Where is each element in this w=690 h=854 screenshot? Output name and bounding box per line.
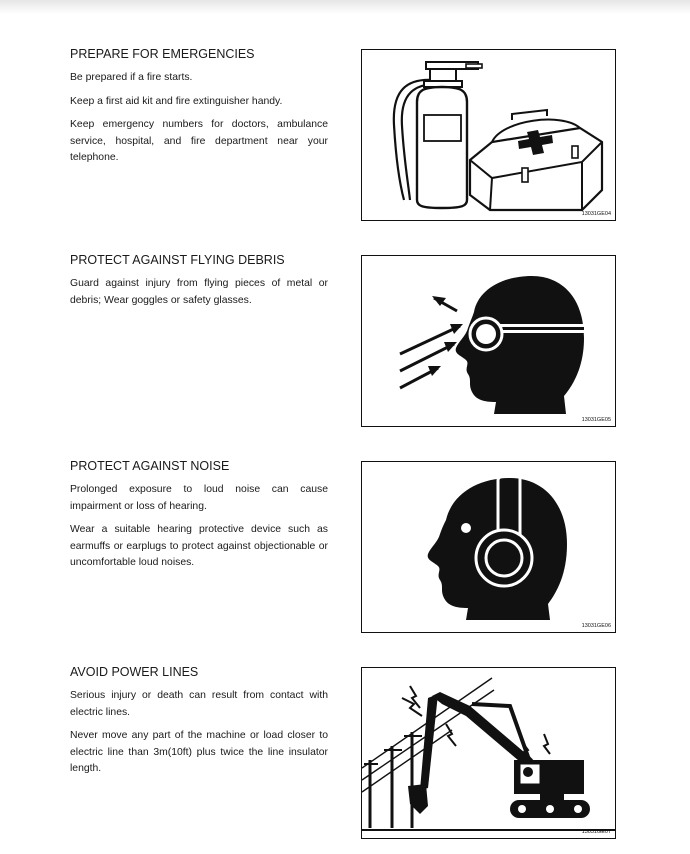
figure-emergencies: [361, 49, 616, 221]
section-title: PREPARE FOR EMERGENCIES: [70, 47, 255, 61]
section-title: AVOID POWER LINES: [70, 665, 199, 679]
section-paragraph: Guard against injury from flying pieces of metal or debris; Wear goggles or safety glasses.: [70, 278, 328, 306]
section-title: PROTECT AGAINST NOISE: [70, 459, 230, 473]
fire-extinguisher-and-first-aid-kit-icon: [362, 50, 615, 220]
head-with-earmuffs-icon: [362, 462, 615, 632]
section-avoid-power-lines: [70, 665, 328, 785]
section-paragraph: Serious injury or death can result from contact with electric lines.: [70, 690, 328, 718]
figure-code: 13031GE05: [581, 417, 611, 423]
page-top-shadow: [0, 0, 690, 14]
figure-noise: [361, 461, 616, 633]
section-paragraph: Never move any part of the machine or load closer to electric line than 3m(10ft) plus twice the line insulator length.: [70, 730, 328, 774]
section-prepare-for-emergencies: [70, 47, 328, 174]
section-protect-against-noise: [70, 459, 328, 579]
excavator-near-power-lines-icon: [362, 668, 615, 838]
figure-code: 13031GE06: [581, 623, 611, 629]
section-paragraph: Wear a suitable hearing protective device such as earmuffs or earplugs to protect against objectionable or uncomfortable loud noises.: [70, 524, 328, 568]
figure-power-lines: [361, 667, 616, 839]
figure-code: 13031GE07: [581, 829, 611, 835]
figure-code: 13031GE04: [581, 211, 611, 217]
figure-flying-debris: [361, 255, 616, 427]
section-protect-against-flying-debris: [70, 253, 328, 316]
section-paragraph: Keep a first aid kit and fire extinguisher handy.: [70, 95, 283, 107]
section-paragraph: Prolonged exposure to loud noise can cause impairment or loss of hearing.: [70, 484, 328, 512]
head-with-goggles-icon: [362, 256, 615, 426]
section-title: PROTECT AGAINST FLYING DEBRIS: [70, 253, 285, 267]
section-paragraph: Be prepared if a fire starts.: [70, 72, 193, 83]
section-paragraph: Keep emergency numbers for doctors, ambulance service, hospital, and fire department near your telephone.: [70, 119, 328, 163]
